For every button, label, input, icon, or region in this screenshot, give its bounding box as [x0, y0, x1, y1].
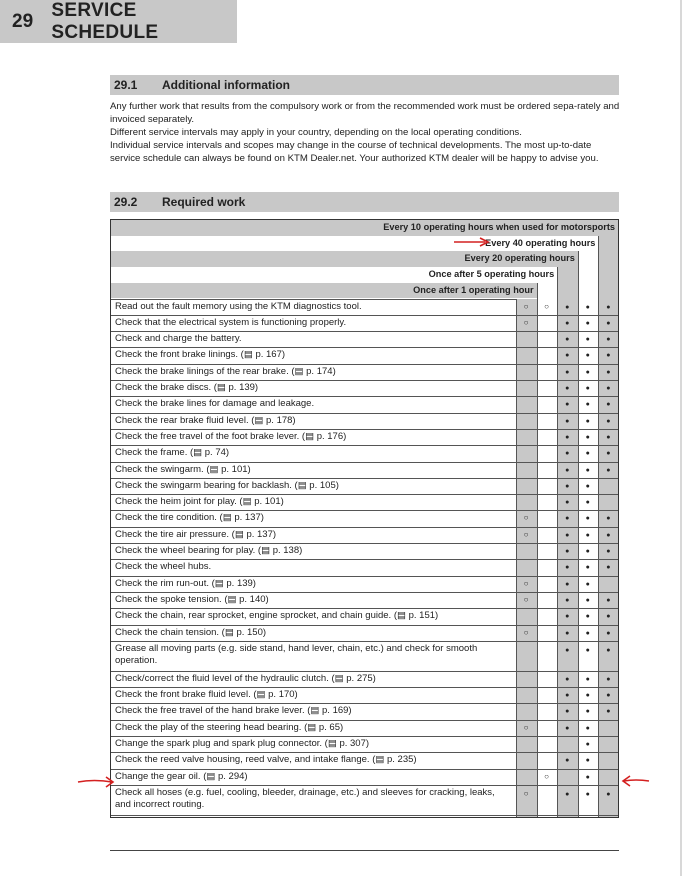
required-dot-icon — [598, 674, 618, 685]
table-row — [111, 347, 618, 363]
table-row — [111, 769, 618, 785]
required-work-table — [110, 219, 619, 818]
required-dot-icon — [578, 674, 598, 685]
chapter-number: 29 — [12, 10, 34, 32]
required-dot-icon — [557, 579, 577, 590]
interval-header: Every 40 operating hours — [485, 237, 596, 248]
optional-circle-icon — [516, 789, 536, 799]
required-dot-icon — [578, 723, 598, 734]
optional-circle-icon — [516, 628, 536, 638]
required-dot-icon — [557, 367, 577, 378]
required-dot-icon — [598, 645, 618, 656]
table-row — [111, 752, 618, 768]
table-row — [111, 671, 618, 687]
task-label: Grease all moving parts (e.g. side stand, hand lever, chain, etc.) and check for smooth operation. — [115, 642, 478, 667]
table-row — [111, 592, 618, 608]
required-dot-icon — [578, 383, 598, 394]
required-dot-icon — [557, 497, 577, 508]
required-dot-icon — [578, 318, 598, 329]
table-row — [111, 736, 618, 752]
row-divider — [111, 815, 618, 816]
required-dot-icon — [557, 706, 577, 717]
table-row — [111, 687, 618, 703]
required-dot-icon — [578, 416, 598, 427]
task-label: Check the free travel of the hand brake lever. (▤ p. 169) — [115, 705, 352, 717]
task-label: Check the chain tension. (▤ p. 150) — [115, 626, 267, 638]
required-dot-icon — [578, 530, 598, 541]
task-label: Check the reed valve housing, reed valve, and intake flange. (▤ p. 235) — [115, 754, 417, 766]
required-dot-icon — [557, 448, 577, 459]
required-dot-icon — [557, 674, 577, 685]
table-row — [111, 364, 618, 380]
table-row — [111, 478, 618, 494]
required-dot-icon — [557, 383, 577, 394]
chapter-title: SERVICE SCHEDULE — [51, 0, 159, 43]
required-dot-icon — [557, 595, 577, 606]
task-label: Check the spoke tension. (▤ p. 140) — [115, 593, 269, 605]
task-label: Check the brake lines for damage and leakage. — [115, 398, 315, 410]
table-row — [111, 299, 618, 315]
required-dot-icon — [578, 448, 598, 459]
task-label: Check all hoses (e.g. fuel, cooling, bleeder, drainage, etc.) and sleeves for cracking, leaks, and incorrect routing. — [115, 786, 495, 811]
interval-header: Every 20 operating hours — [464, 253, 575, 264]
required-dot-icon — [578, 755, 598, 766]
required-dot-icon — [598, 399, 618, 410]
task-label: Check/correct the fluid level of the hydraulic clutch. (▤ p. 275) — [115, 672, 376, 684]
task-label: Check the front brake fluid level. (▤ p. 170) — [115, 689, 298, 701]
table-row — [111, 641, 618, 671]
required-dot-icon — [557, 318, 577, 329]
optional-circle-icon — [516, 595, 536, 605]
task-label: Check the free travel of the foot brake lever. (▤ p. 176) — [115, 430, 347, 442]
optional-circle-icon — [537, 772, 557, 782]
table-row — [111, 703, 618, 719]
required-dot-icon — [578, 546, 598, 557]
required-dot-icon — [578, 334, 598, 345]
required-dot-icon — [557, 399, 577, 410]
required-dot-icon — [578, 432, 598, 443]
required-dot-icon — [578, 481, 598, 492]
table-row — [111, 527, 618, 543]
task-label: Check the frame. (▤ p. 74) — [115, 447, 230, 459]
required-dot-icon — [598, 334, 618, 345]
table-row — [111, 331, 618, 347]
required-dot-icon — [557, 645, 577, 656]
required-dot-icon — [557, 628, 577, 639]
required-dot-icon — [578, 706, 598, 717]
optional-circle-icon — [516, 513, 536, 523]
required-dot-icon — [557, 546, 577, 557]
required-dot-icon — [557, 350, 577, 361]
required-dot-icon — [598, 611, 618, 622]
task-label: Check the swingarm. (▤ p. 101) — [115, 463, 251, 475]
task-label: Change the gear oil. (▤ p. 294) — [115, 770, 248, 782]
required-dot-icon — [598, 383, 618, 394]
table-row — [111, 429, 618, 445]
task-label: Read out the fault memory using the KTM diagnostics tool. — [115, 300, 362, 312]
chapter-header — [0, 0, 237, 43]
required-dot-icon — [598, 546, 618, 557]
optional-circle-icon — [516, 530, 536, 540]
table-row — [111, 559, 618, 575]
required-dot-icon — [578, 739, 598, 750]
paragraph-1: Any further work that results from the compulsory work or from the recommended work must be ordered sepa-rately and invoiced separately. — [110, 101, 620, 125]
required-dot-icon — [578, 611, 598, 622]
required-dot-icon — [598, 562, 618, 573]
table-row — [111, 494, 618, 510]
paragraph-3: Individual service intervals and scopes may change in the course of technical developments. The most up-to-date service schedule can always be found on KTM Dealer.net. Your authorized KTM dealer will be happy to advise you. — [110, 140, 599, 164]
table-row — [111, 380, 618, 396]
required-dot-icon — [557, 530, 577, 541]
task-label: Check the chain, rear sprocket, engine sprocket, and chain guide. (▤ p. 151) — [115, 610, 439, 622]
annotation-arrow-icon — [620, 773, 652, 789]
section-number: 29.1 — [114, 78, 138, 92]
required-dot-icon — [578, 772, 598, 783]
required-dot-icon — [578, 579, 598, 590]
section-number: 29.2 — [114, 195, 138, 209]
required-dot-icon — [598, 690, 618, 701]
table-row — [111, 396, 618, 412]
required-dot-icon — [557, 465, 577, 476]
annotation-arrow-icon — [76, 773, 116, 789]
required-dot-icon — [557, 416, 577, 427]
required-dot-icon — [578, 513, 598, 524]
required-dot-icon — [578, 562, 598, 573]
required-dot-icon — [578, 465, 598, 476]
task-label: Check and charge the battery. — [115, 333, 242, 345]
table-row — [111, 576, 618, 592]
required-dot-icon — [578, 645, 598, 656]
task-label: Check the rim run-out. (▤ p. 139) — [115, 577, 256, 589]
task-label: Change the spark plug and spark plug connector. (▤ p. 307) — [115, 738, 370, 749]
required-dot-icon — [578, 595, 598, 606]
required-dot-icon — [578, 399, 598, 410]
required-dot-icon — [578, 690, 598, 701]
required-dot-icon — [598, 318, 618, 329]
required-dot-icon — [557, 723, 577, 734]
task-label: Check the brake discs. (▤ p. 139) — [115, 382, 259, 393]
required-dot-icon — [598, 448, 618, 459]
annotation-arrow-icon — [452, 236, 492, 248]
table-row — [111, 510, 618, 526]
required-dot-icon — [578, 789, 598, 800]
task-label: Check the brake linings of the rear brake. (▤ p. 174) — [115, 365, 336, 377]
required-dot-icon — [557, 513, 577, 524]
required-dot-icon — [557, 690, 577, 701]
table-row — [111, 608, 618, 624]
required-dot-icon — [557, 755, 577, 766]
table-row — [111, 543, 618, 559]
section-29-1-header — [110, 75, 619, 95]
required-dot-icon — [598, 432, 618, 443]
required-dot-icon — [557, 302, 577, 313]
required-dot-icon — [598, 513, 618, 524]
page-bottom-rule — [110, 850, 619, 851]
required-dot-icon — [578, 302, 598, 313]
task-label: Check the tire air pressure. (▤ p. 137) — [115, 528, 277, 540]
task-label: Check the wheel bearing for play. (▤ p. 138) — [115, 545, 303, 556]
task-label: Check the tire condition. (▤ p. 137) — [115, 512, 264, 524]
interval-header: Once after 1 operating hour — [413, 284, 534, 295]
optional-circle-icon — [516, 302, 536, 312]
table-row — [111, 315, 618, 331]
interval-header: Once after 5 operating hours — [428, 269, 555, 280]
interval-header: Every 10 operating hours when used for motorsports — [383, 222, 615, 232]
required-dot-icon — [598, 350, 618, 361]
section-title: Required work — [162, 195, 246, 209]
section-title: Additional information — [162, 78, 290, 92]
required-dot-icon — [598, 706, 618, 717]
optional-circle-icon — [516, 723, 536, 733]
task-label: Check the heim joint for play. (▤ p. 101) — [115, 496, 284, 508]
required-dot-icon — [598, 789, 618, 800]
required-dot-icon — [578, 350, 598, 361]
required-dot-icon — [557, 334, 577, 345]
optional-circle-icon — [516, 318, 536, 328]
required-dot-icon — [598, 595, 618, 606]
required-dot-icon — [557, 789, 577, 800]
table-row — [111, 462, 618, 478]
required-dot-icon — [557, 432, 577, 443]
paragraph-2: Different service intervals may apply in your country, depending on the local operating conditions. — [110, 127, 522, 138]
task-label: Check the swingarm bearing for backlash. (▤ p. 105) — [115, 479, 339, 491]
optional-circle-icon — [516, 579, 536, 589]
required-dot-icon — [598, 628, 618, 639]
required-dot-icon — [598, 302, 618, 313]
table-row — [111, 413, 618, 429]
required-dot-icon — [578, 628, 598, 639]
table-row — [111, 625, 618, 641]
required-dot-icon — [557, 481, 577, 492]
task-label: Check that the electrical system is functioning properly. — [115, 316, 347, 328]
optional-circle-icon — [537, 302, 557, 312]
table-row — [111, 445, 618, 461]
required-dot-icon — [598, 530, 618, 541]
task-label: Check the wheel hubs. — [115, 561, 212, 573]
section-29-2-header — [110, 192, 619, 212]
task-label: Check the rear brake fluid level. (▤ p. 178) — [115, 414, 296, 426]
table-row — [111, 720, 618, 736]
required-dot-icon — [557, 611, 577, 622]
table-row — [111, 785, 618, 815]
required-dot-icon — [598, 465, 618, 476]
required-dot-icon — [598, 416, 618, 427]
required-dot-icon — [578, 367, 598, 378]
required-dot-icon — [598, 367, 618, 378]
task-label: Check the play of the steering head bearing. (▤ p. 65) — [115, 721, 344, 733]
required-dot-icon — [557, 562, 577, 573]
task-label: Check the front brake linings. (▤ p. 167) — [115, 349, 286, 361]
required-dot-icon — [578, 497, 598, 508]
